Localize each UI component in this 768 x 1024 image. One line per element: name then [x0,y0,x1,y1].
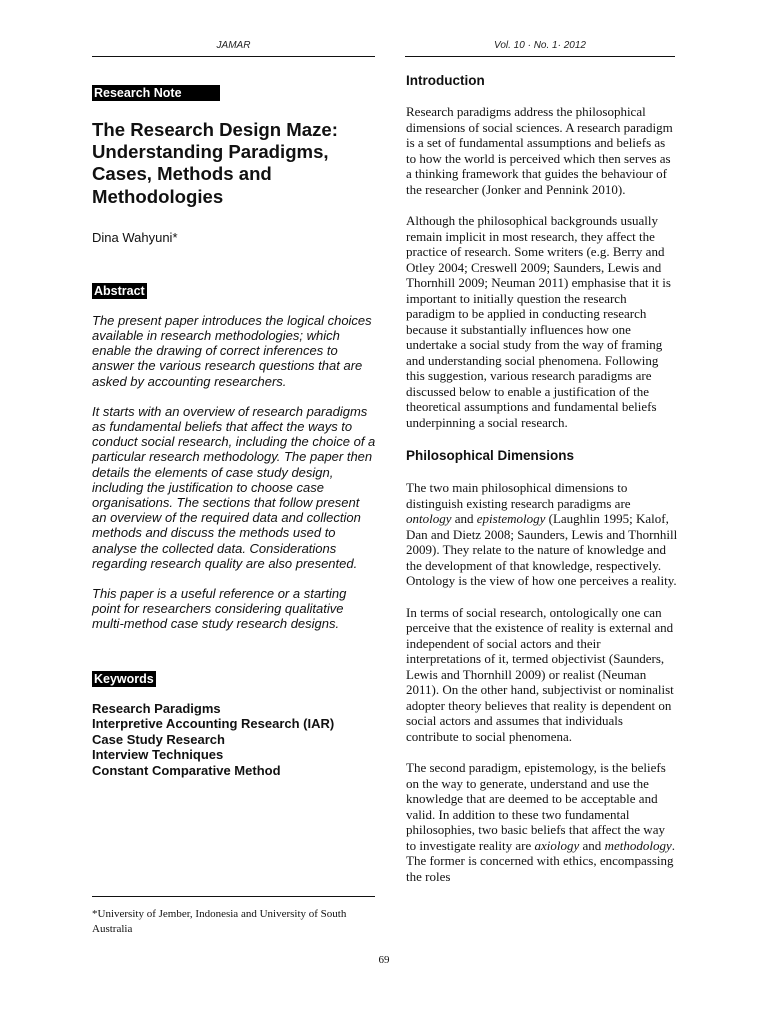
keyword-item: Interpretive Accounting Research (IAR) [92,716,335,732]
left-column [92,84,377,779]
header-rule-left [92,56,375,57]
keyword-item: Case Study Research [92,731,225,747]
keyword-item: Interview Techniques [92,747,224,763]
philosophical-dimensions-heading: Philosophical Dimensions [406,448,575,463]
term-ontology: ontology [406,511,452,526]
running-head-volume: Vol. 10 · No. 1· 2012 [494,40,586,51]
body-paragraph: Although the philosophical backgrounds usually remain implicit in most research, they affect the practice of research. Some writers (e.g. Berry and Otley 2004; Creswell 2009; Saunders, Lewis and Thornhill 2009; Neuman 2011) emphasise that it is important to initially question the research paradigm to be applied in conducting research because it substantially influences how one undertake a social study from the way of framing and understanding social phenomena. Following this suggestion, various research paradigms are discussed below to enable a justification of the theoretical assumptions and fundamental beliefs underpinning a social research. [406,213,671,430]
abstract-paragraph: The present paper introduces the logical choices available in research methodologies; which enable the drawing of correct inferences to answer the various research questions that are asked by accounting researchers. [92,312,372,389]
abstract-label: Abstract [94,283,145,298]
body-paragraph: In terms of social research, ontologically one can perceive that the existence of reality is external and independent of social actors and their interpretations of it, termed objectivist (Saunders, Lewis and Thornhill 2009) or realist (Neuman 2011). On the other hand, subjectivist or nominalist adopter theory believes that reality is dependent on social actors and assumes that individuals contribute to social phenomena. [406,604,674,744]
running-head-journal: JAMAR [216,40,251,51]
introduction-heading: Introduction [406,73,485,88]
header-rule-right [405,56,675,57]
keyword-item: Constant Comparative Method [92,763,281,779]
abstract-section [92,282,377,300]
keywords-list [92,701,377,779]
term-epistemology: epistemology [476,511,546,526]
article-title: The Research Design Maze: Understanding Paradigms, Cases, Methods and Methodologies [92,119,338,207]
abstract-paragraph: It starts with an overview of research paradigms as fundamental beliefs that affect the ways to conduct social research, including the choice of a particular research methodology. The paper then details the elements of case study design, including the justification to choose case organisations. The sections that follow present an overview of the required data and collection methods and discuss the methods used to analyse the collected data. Considerations regarding research quality are also presented. [92,403,376,571]
keywords-label: Keywords [94,671,154,686]
author-name: Dina Wahyuni* [92,229,178,245]
body-paragraph: The second paradigm, epistemology, is the beliefs on the way to generate, understand and use the knowledge that are deemed to be acceptable and valid. In addition to these two fundamental philosophies, two basic beliefs that affect the way to investigate reality are axiology and methodology. The former is concerned with ethics, encompassing the roles [406,760,675,884]
author-affiliation-footnote: *University of Jember, Indonesia and University of South Australia [92,908,347,935]
abstract-paragraph: This paper is a useful reference or a starting point for researchers considering qualitative multi-method case study research designs. [92,586,347,632]
body-paragraph: Research paradigms address the philosophical dimensions of social sciences. A research paradigm is a set of fundamental assumptions and beliefs as to how the world is perceived which then serves as a thinking framework that guides the behaviour of the researcher (Jonker and Pennink 2010). [406,104,673,197]
keywords-section [92,670,377,688]
page-number: 69 [378,954,390,966]
section-label: Research Note [92,85,220,101]
right-column [406,72,678,884]
body-paragraph: The two main philosophical dimensions to distinguish existing research paradigms are ontology and epistemology (Laughlin 1995; Kalof, Dan and Dietz 2008; Saunders, Lewis and Thornhill 2009). They relate to the nature of knowledge and the development of that knowledge, respectively. Ontology is the view of how one perceives a reality. [406,480,678,588]
term-methodology: methodology [604,837,672,853]
keyword-item: Research Paradigms [92,700,221,716]
term-axiology: axiology [534,837,580,853]
footnote-rule [92,896,375,897]
